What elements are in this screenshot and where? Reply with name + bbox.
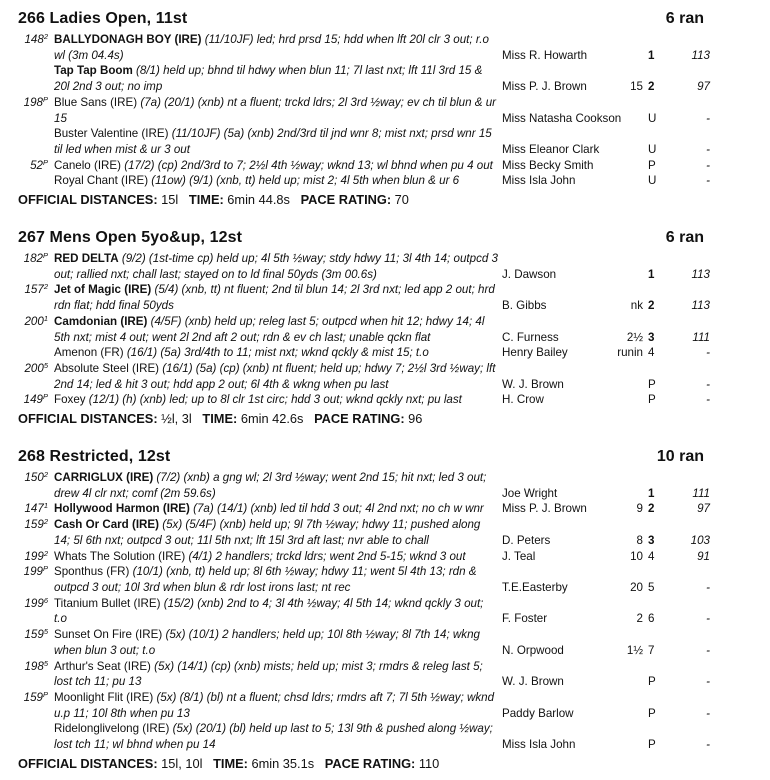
jockey-name: Miss P. J. Brown <box>502 80 587 94</box>
runner-row <box>0 314 770 345</box>
previous-rating <box>0 173 52 189</box>
beaten-distance: 10 <box>630 549 643 563</box>
race-header <box>18 8 704 32</box>
runner-row <box>0 392 770 408</box>
race-comment: (4/1) 2 handlers; trckd ldrs; went 2nd 5-15; wknd 3 out <box>185 549 466 563</box>
previous-race-number: 148 <box>24 33 44 46</box>
previous-placing: 2 <box>43 32 48 41</box>
runner-row <box>0 501 770 517</box>
previous-rating <box>0 282 52 313</box>
previous-rating <box>0 392 52 408</box>
performance-rating: 97 <box>697 80 710 94</box>
previous-placing: P <box>42 251 48 261</box>
finishing-position: 2 <box>648 80 655 94</box>
horse-name: Titanium Bullet (IRE) <box>54 596 161 610</box>
previous-rating <box>0 32 52 63</box>
race-comment: (7/2) (xnb) a gng wl; 2l 3rd ½way; went 2nd 15; hit nxt; led 3 out; drew 4l clr nxt; comf (2m 59.6s) <box>54 471 487 500</box>
beaten-distance: 8 <box>636 533 643 547</box>
previous-placing: 5 <box>43 627 48 637</box>
horse-name: Arthur's Seat (IRE) <box>54 659 151 673</box>
runner-description <box>52 627 498 658</box>
spacer <box>178 192 189 207</box>
finishing-position: 5 <box>648 580 655 594</box>
jockey-name: D. Peters <box>502 533 551 547</box>
previous-race-number: 157 <box>24 283 44 297</box>
race-separator <box>0 211 770 227</box>
pace-rating-value: 110 <box>415 755 440 771</box>
jockey-name: Miss Isla John <box>502 174 576 188</box>
race-title: 268 Restricted, 12st <box>18 448 171 466</box>
performance-rating: 97 <box>697 502 710 516</box>
runner-row <box>0 345 770 361</box>
jockey-name: N. Orpwood <box>502 643 564 657</box>
race-comment: (5x) (8/1) (bl) nt a fluent; chsd ldrs; rmdrs aft 7; 7l 5th ½way; wknd u.p 11; 10l 8th when pu 13 <box>54 690 495 720</box>
jockey-name: Miss Natasha Cookson <box>502 111 622 125</box>
race-comment: (5x) (20/1) (bl) held up last to 5; 13l 9th & pushed along ½way; lost tch 11; wl bhnd when pu 14 <box>54 722 493 752</box>
horse-name: RED DELTA <box>54 252 119 266</box>
race-comment: (5x) (10/1) 2 handlers; held up; 10l 8th ½way; 8l 7th 14; wkng when blun 3 out; t.o <box>54 628 480 657</box>
race-comment: (7a) (20/1) (xnb) nt a fluent; trckd ldrs; 2l 3rd ½way; ev ch til blun & ur 15 <box>54 95 497 125</box>
performance-rating: - <box>706 142 710 156</box>
previous-placing: P <box>42 689 48 699</box>
race-header <box>18 227 704 251</box>
race-comment: (5x) (14/1) (cp) (xnb) mists; held up; mist 3; rmdrs & releg last 5; lost tch 11; pu 13 <box>54 659 483 689</box>
previous-rating <box>0 549 52 565</box>
previous-race-number: 52 <box>30 158 43 172</box>
runner-row <box>0 251 770 282</box>
runner-description <box>52 32 498 63</box>
runner-description <box>52 63 498 94</box>
race-comment: (16/1) (5a) (cp) (xnb) nt fluent; held up; hdwy 7; 2½l 3rd ½way; lft 2nd 14; led & hit 3 out; hdd app 2 out; 6l 4th & wkng when pu last <box>54 361 496 391</box>
runner-description <box>52 158 498 174</box>
finishing-position: 2 <box>648 299 655 313</box>
runners-count: 6 ran <box>665 229 704 247</box>
runner-row <box>0 282 770 313</box>
finishing-position: P <box>648 158 656 172</box>
jockey-name: H. Crow <box>502 393 544 407</box>
jockey-name: B. Gibbs <box>502 299 547 313</box>
previous-rating <box>0 517 52 548</box>
runner-description <box>52 721 498 752</box>
performance-rating: 113 <box>691 267 710 281</box>
time-value: 6min 44.8s <box>223 192 290 208</box>
performance-rating: 111 <box>692 330 710 344</box>
runner-row <box>0 659 770 690</box>
spacer <box>290 192 301 207</box>
runner-row <box>0 173 770 189</box>
finishing-position: 2 <box>648 502 655 516</box>
previous-race-number: 182 <box>23 252 43 266</box>
runner-description <box>52 126 498 157</box>
finishing-position: U <box>648 174 657 188</box>
runner-row <box>0 564 770 595</box>
previous-rating <box>0 659 52 690</box>
beaten-distance: 9 <box>636 502 643 516</box>
previous-placing: 2 <box>43 282 48 292</box>
race-comment: (8/1) held up; bhnd til hdwy when blun 11; 7l last nxt; lft 11l 3rd 15 & 20l 2nd 3 out; no imp <box>54 64 483 94</box>
race-comment: (17/2) (cp) 2nd/3rd to 7; 2½l 4th ½way; wknd 13; wl bhnd when pu 4 out <box>121 158 493 172</box>
runner-description <box>52 470 498 501</box>
horse-name: Royal Chant (IRE) <box>54 174 149 188</box>
jockey-name: Miss Eleanor Clark <box>502 142 600 156</box>
jockey-name: Henry Bailey <box>502 346 568 360</box>
race-block <box>0 446 770 775</box>
finishing-position: P <box>648 675 656 689</box>
finishing-position: U <box>648 142 657 156</box>
beaten-distance: 2½ <box>626 330 643 344</box>
horse-name: Sponthus (FR) <box>54 565 130 579</box>
race-separator <box>0 430 770 446</box>
runner-description <box>52 251 498 282</box>
jockey-name: T.E.Easterby <box>502 580 568 594</box>
previous-race-number: 150 <box>24 471 44 485</box>
runner-description <box>52 549 498 565</box>
performance-rating: - <box>706 706 710 720</box>
jockey-name: C. Furness <box>502 330 559 344</box>
previous-race-number: 198 <box>24 659 44 673</box>
finishing-position: 1 <box>648 267 655 281</box>
race-title: 266 Ladies Open, 11st <box>18 10 188 27</box>
jockey-name: Miss Isla John <box>502 738 576 752</box>
beaten-distance: 20 <box>630 580 643 594</box>
previous-placing: 2 <box>43 517 48 527</box>
previous-rating <box>0 345 52 361</box>
horse-name: Cash Or Card (IRE) <box>54 518 160 532</box>
previous-placing: P <box>42 157 48 167</box>
jockey-name: W. J. Brown <box>502 675 564 689</box>
jockey-name: Joe Wright <box>502 486 558 500</box>
finishing-position: P <box>648 377 656 391</box>
official-distances-label: OFFICIAL DISTANCES: <box>18 755 158 771</box>
jockey-name: W. J. Brown <box>502 377 564 391</box>
spacer <box>202 756 213 771</box>
official-summary <box>18 408 770 430</box>
previous-rating <box>0 501 52 517</box>
jockey-name: F. Foster <box>502 612 548 626</box>
previous-rating <box>0 721 52 752</box>
horse-name: BALLYDONAGH BOY (IRE) <box>54 33 202 46</box>
runner-row <box>0 361 770 392</box>
official-distances-label: OFFICIAL DISTANCES: <box>18 192 158 208</box>
runner-row <box>0 690 770 721</box>
previous-race-number: 199 <box>23 565 43 579</box>
race-block <box>0 227 770 430</box>
horse-name: Whats The Solution (IRE) <box>54 549 186 563</box>
previous-placing: 6 <box>43 595 48 605</box>
pace-rating-value: 70 <box>391 192 409 208</box>
spacer <box>314 756 325 771</box>
horse-name: Hollywood Harmon (IRE) <box>54 502 190 516</box>
pace-rating-label: PACE RATING: <box>300 192 392 208</box>
spacer <box>192 411 203 426</box>
previous-rating <box>0 126 52 157</box>
official-distances-value: 15l, 10l <box>157 755 203 771</box>
horse-name: Buster Valentine (IRE) <box>54 127 169 141</box>
performance-rating: - <box>706 580 710 594</box>
performance-rating: - <box>706 612 710 626</box>
performance-rating: - <box>706 174 710 188</box>
finishing-position: 1 <box>648 486 655 500</box>
performance-rating: - <box>706 393 710 407</box>
finishing-position: 4 <box>648 346 655 360</box>
race-title: 267 Mens Open 5yo&up, 12st <box>18 229 243 247</box>
race-comment: (9/2) (1st-time cp) held up; 4l 5th ½way; stdy hdwy 11; 3l 4th 14; outpcd 3 out; rallied nxt; chall last; stayed on to ld final 50yds (3m 00.6s) <box>54 252 498 281</box>
finishing-position: 3 <box>648 330 655 344</box>
previous-race-number: 159 <box>24 518 44 532</box>
race-block <box>0 8 770 211</box>
race-header <box>18 446 704 470</box>
runners-count: 6 ran <box>665 10 704 27</box>
beaten-distance: nk <box>630 299 643 313</box>
previous-rating <box>0 564 52 595</box>
jockey-name: J. Teal <box>502 549 536 563</box>
previous-rating <box>0 95 52 126</box>
runner-description <box>52 564 498 595</box>
runner-row <box>0 63 770 94</box>
previous-placing: 5 <box>43 658 48 668</box>
horse-name: Amenon (FR) <box>54 346 124 360</box>
previous-race-number: 200 <box>24 314 44 328</box>
previous-race-number: 199 <box>24 596 44 610</box>
previous-race-number: 149 <box>23 393 43 407</box>
jockey-name: Paddy Barlow <box>502 706 574 720</box>
jockey-name: J. Dawson <box>502 267 557 281</box>
performance-rating: 91 <box>697 549 710 563</box>
race-comment: (11/10JF) led; hrd prsd 15; hdd when lft 20l clr 3 out; r.o wl (3m 04.4s) <box>54 33 489 62</box>
time-value: 6min 42.6s <box>237 411 304 427</box>
previous-rating <box>0 63 52 94</box>
previous-rating <box>0 690 52 721</box>
runner-description <box>52 596 498 627</box>
official-distances-value: ½l, 3l <box>157 411 192 427</box>
runner-description <box>52 361 498 392</box>
beaten-distance: 15 <box>630 80 643 94</box>
previous-placing: 2 <box>43 470 48 480</box>
time-value: 6min 35.1s <box>247 755 315 771</box>
race-comment: (15/2) (xnb) 2nd to 4; 3l 4th ½way; 4l 5th 14; wknd qckly 3 out; t.o <box>54 596 484 626</box>
horse-name: Blue Sans (IRE) <box>54 95 138 109</box>
beaten-distance: runin <box>617 346 643 360</box>
runners-count: 10 ran <box>656 448 704 466</box>
runner-description <box>52 517 498 548</box>
previous-placing: P <box>42 392 48 402</box>
performance-rating: - <box>706 377 710 391</box>
finishing-position: 3 <box>648 533 655 547</box>
horse-name: Jet of Magic (IRE) <box>54 283 152 297</box>
horse-name: Canelo (IRE) <box>54 158 122 172</box>
beaten-distance: 2 <box>636 612 643 626</box>
finishing-position: P <box>648 706 656 720</box>
performance-rating: 113 <box>691 299 710 313</box>
beaten-distance: 1½ <box>626 643 643 657</box>
performance-rating: - <box>706 675 710 689</box>
race-comment: (10/1) (xnb, tt) held up; 8l 6th ½way; hdwy 11; went 5l 4th 13; rdn & outpcd 3 out; 10l 3rd when blun & rdr lost irons last; nt rec <box>54 565 477 594</box>
race-comment: (5x) (5/4F) (xnb) held up; 9l 7th ½way; hdwy 11; pushed along 14; 5l 6th nxt; outpcd 3 out; 11l 5th nxt; lft 15l 3rd aft last; nvr able to chall <box>54 518 481 547</box>
runner-description <box>52 659 498 690</box>
race-list <box>0 8 770 775</box>
race-comment: (16/1) (5a) 3rd/4th to 11; mist nxt; wknd qckly & mist 15; t.o <box>123 346 429 360</box>
runner-row <box>0 95 770 126</box>
runner-row <box>0 549 770 565</box>
previous-rating <box>0 596 52 627</box>
race-comment: (5/4) (xnb, tt) nt fluent; 2nd til blun 14; 2l 3rd nxt; led app 2 out; hrd rdn flat; hdd final 50yds <box>54 283 495 313</box>
horse-name: Sunset On Fire (IRE) <box>54 628 163 642</box>
runner-description <box>52 501 498 517</box>
finishing-position: P <box>648 393 656 407</box>
horse-name: CARRIGLUX (IRE) <box>54 471 154 485</box>
performance-rating: 103 <box>690 533 710 547</box>
finishing-position: 7 <box>648 643 655 657</box>
pace-rating-label: PACE RATING: <box>324 755 416 771</box>
time-label: TIME: <box>213 755 248 771</box>
pace-rating-label: PACE RATING: <box>314 411 405 427</box>
runner-description <box>52 345 498 361</box>
previous-rating <box>0 470 52 501</box>
jockey-name: Miss Becky Smith <box>502 158 594 172</box>
previous-rating <box>0 361 52 392</box>
runner-description <box>52 690 498 721</box>
runner-row <box>0 627 770 658</box>
runner-description <box>52 392 498 408</box>
previous-placing: 1 <box>43 501 48 511</box>
jockey-name: Miss R. Howarth <box>502 48 588 62</box>
runner-description <box>52 314 498 345</box>
previous-rating <box>0 627 52 658</box>
runner-description <box>52 173 498 189</box>
runner-row <box>0 721 770 752</box>
spacer <box>303 411 314 426</box>
performance-rating: - <box>706 111 710 125</box>
previous-race-number: 159 <box>23 690 43 704</box>
horse-name: Tap Tap Boom <box>54 64 133 78</box>
performance-rating: 111 <box>692 486 710 500</box>
performance-rating: 113 <box>691 48 710 62</box>
horse-name: Foxey <box>54 393 86 407</box>
runner-row <box>0 517 770 548</box>
runner-row <box>0 596 770 627</box>
runner-row <box>0 126 770 157</box>
horse-name: Camdonian (IRE) <box>54 314 148 328</box>
jockey-name: Miss P. J. Brown <box>502 502 587 516</box>
finishing-position: 6 <box>648 612 655 626</box>
previous-race-number: 199 <box>24 549 44 563</box>
race-comment: (11/10JF) (5a) (xnb) 2nd/3rd til jnd wnr 8; mist nxt; prsd wnr 15 til led when mist & ur 3 out <box>54 127 492 156</box>
previous-placing: 5 <box>43 360 48 370</box>
previous-race-number: 147 <box>24 502 44 516</box>
pace-rating-value: 96 <box>404 411 423 427</box>
finishing-position: P <box>648 738 656 752</box>
performance-rating: - <box>706 643 710 657</box>
runner-row <box>0 470 770 501</box>
finishing-position: U <box>648 111 657 125</box>
performance-rating: - <box>706 346 710 360</box>
time-label: TIME: <box>202 411 238 427</box>
performance-rating: - <box>706 738 710 752</box>
finishing-position: 4 <box>648 549 655 563</box>
official-distances-label: OFFICIAL DISTANCES: <box>18 411 158 427</box>
performance-rating: - <box>706 158 710 172</box>
previous-rating <box>0 251 52 282</box>
previous-placing: 2 <box>43 548 48 558</box>
runner-row <box>0 158 770 174</box>
previous-placing: P <box>42 94 48 104</box>
race-comment: (12/1) (h) (xnb) led; up to 8l clr 1st circ; hdd 3 out; wknd qckly nxt; pu last <box>85 393 462 407</box>
runner-row <box>0 32 770 63</box>
runner-description <box>52 95 498 126</box>
race-comment: (7a) (14/1) (xnb) led til hdd 3 out; 4l 2nd nxt; no ch w wnr <box>189 502 484 516</box>
previous-race-number: 198 <box>23 95 43 109</box>
time-label: TIME: <box>188 192 224 208</box>
horse-name: Moonlight Flit (IRE) <box>54 690 154 704</box>
previous-race-number: 159 <box>24 628 44 642</box>
race-comment: (11ow) (9/1) (xnb, tt) held up; mist 2; 4l 5th when blun & ur 6 <box>148 174 460 188</box>
official-summary <box>18 189 770 211</box>
horse-name: Absolute Steel (IRE) <box>54 361 160 375</box>
previous-placing: P <box>42 564 48 574</box>
finishing-position: 1 <box>648 48 655 62</box>
previous-race-number: 200 <box>24 361 44 375</box>
official-summary <box>18 753 770 775</box>
horse-name: Ridelonglivelong (IRE) <box>54 722 170 736</box>
previous-placing: 1 <box>43 313 48 323</box>
official-distances-value: 15l <box>157 192 179 208</box>
race-comment: (4/5F) (xnb) held up; releg last 5; outpcd when hit 12; hdwy 14; 4l 5th nxt; mist 4 out; went 2l 2nd aft 2 out; rdn & ev ch last; unable qckn flat <box>54 314 485 344</box>
runner-description <box>52 282 498 313</box>
previous-rating <box>0 314 52 345</box>
previous-rating <box>0 158 52 174</box>
